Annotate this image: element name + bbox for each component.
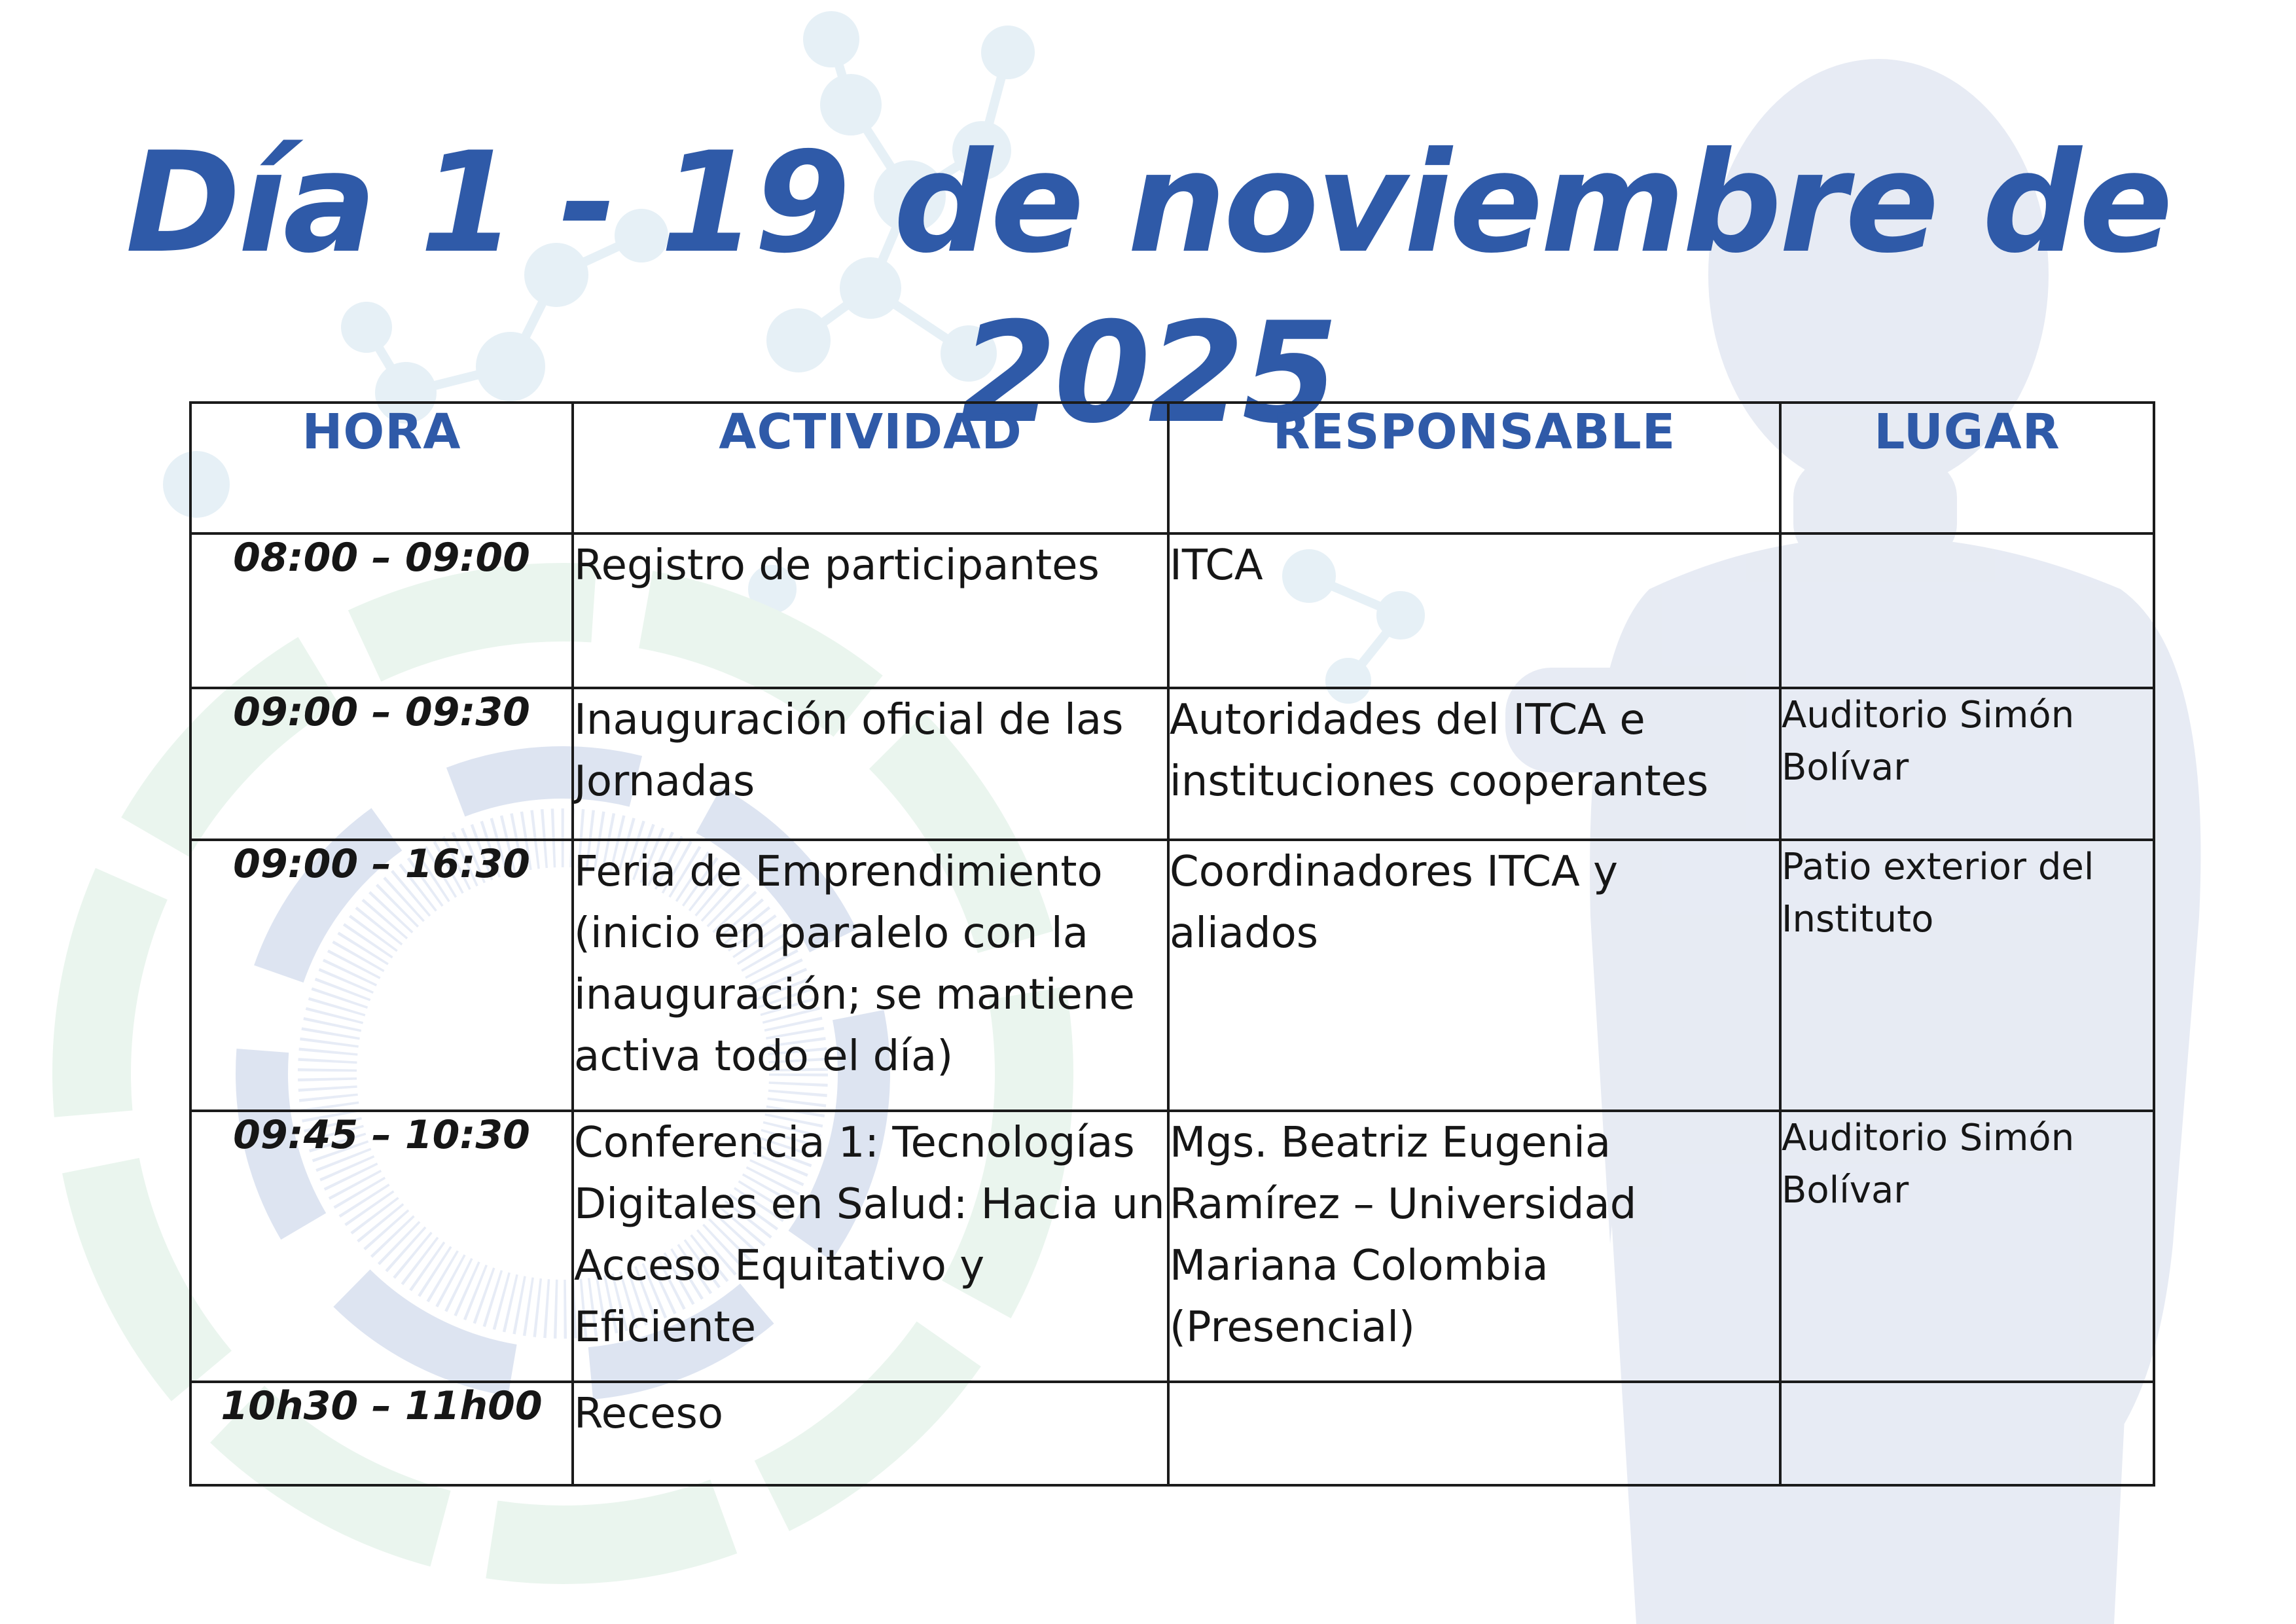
table-row xyxy=(190,1111,2154,1382)
cell-responsable xyxy=(1168,1382,1780,1485)
table-header-row xyxy=(190,403,2154,533)
cell-actividad: Feria de Emprendimiento (inicio en paralelo con la inauguración; se mantiene activa todo el día) xyxy=(573,840,1168,1111)
cell-lugar: Auditorio Simón Bolívar xyxy=(1780,688,2154,840)
table-row xyxy=(190,840,2154,1111)
cell-hora: 09:00 – 09:30 xyxy=(190,688,573,840)
cell-responsable: Mgs. Beatriz Eugenia Ramírez – Universidad Mariana Colombia (Presencial) xyxy=(1168,1111,1780,1382)
cell-lugar xyxy=(1780,533,2154,688)
cell-responsable: Coordinadores ITCA y aliados xyxy=(1168,840,1780,1111)
cell-actividad: Registro de participantes xyxy=(573,533,1168,688)
table-row xyxy=(190,1382,2154,1485)
table-row xyxy=(190,533,2154,688)
cell-actividad: Inauguración oficial de las Jornadas xyxy=(573,688,1168,840)
agenda-table xyxy=(189,401,2155,1487)
cell-actividad: Conferencia 1: Tecnologías Digitales en Salud: Hacia un Acceso Equitativo y Eficiente xyxy=(573,1111,1168,1382)
cell-responsable: Autoridades del ITCA e instituciones cooperantes xyxy=(1168,688,1780,840)
header-hora: HORA xyxy=(190,403,573,533)
cell-lugar xyxy=(1780,1382,2154,1485)
cell-hora: 08:00 – 09:00 xyxy=(190,533,573,688)
cell-hora: 10h30 – 11h00 xyxy=(190,1382,573,1485)
header-lugar: LUGAR xyxy=(1780,403,2154,533)
page-title: Día 1 - 19 de noviembre de 2025 xyxy=(125,122,2171,454)
header-actividad: ACTIVIDAD xyxy=(573,403,1168,533)
cell-responsable: ITCA xyxy=(1168,533,1780,688)
cell-lugar: Auditorio Simón Bolívar xyxy=(1780,1111,2154,1382)
cell-actividad: Receso xyxy=(573,1382,1168,1485)
cell-lugar: Patio exterior del Instituto xyxy=(1780,840,2154,1111)
header-responsable: RESPONSABLE xyxy=(1168,403,1780,533)
cell-hora: 09:00 – 16:30 xyxy=(190,840,573,1111)
cell-hora: 09:45 – 10:30 xyxy=(190,1111,573,1382)
table-row xyxy=(190,688,2154,840)
